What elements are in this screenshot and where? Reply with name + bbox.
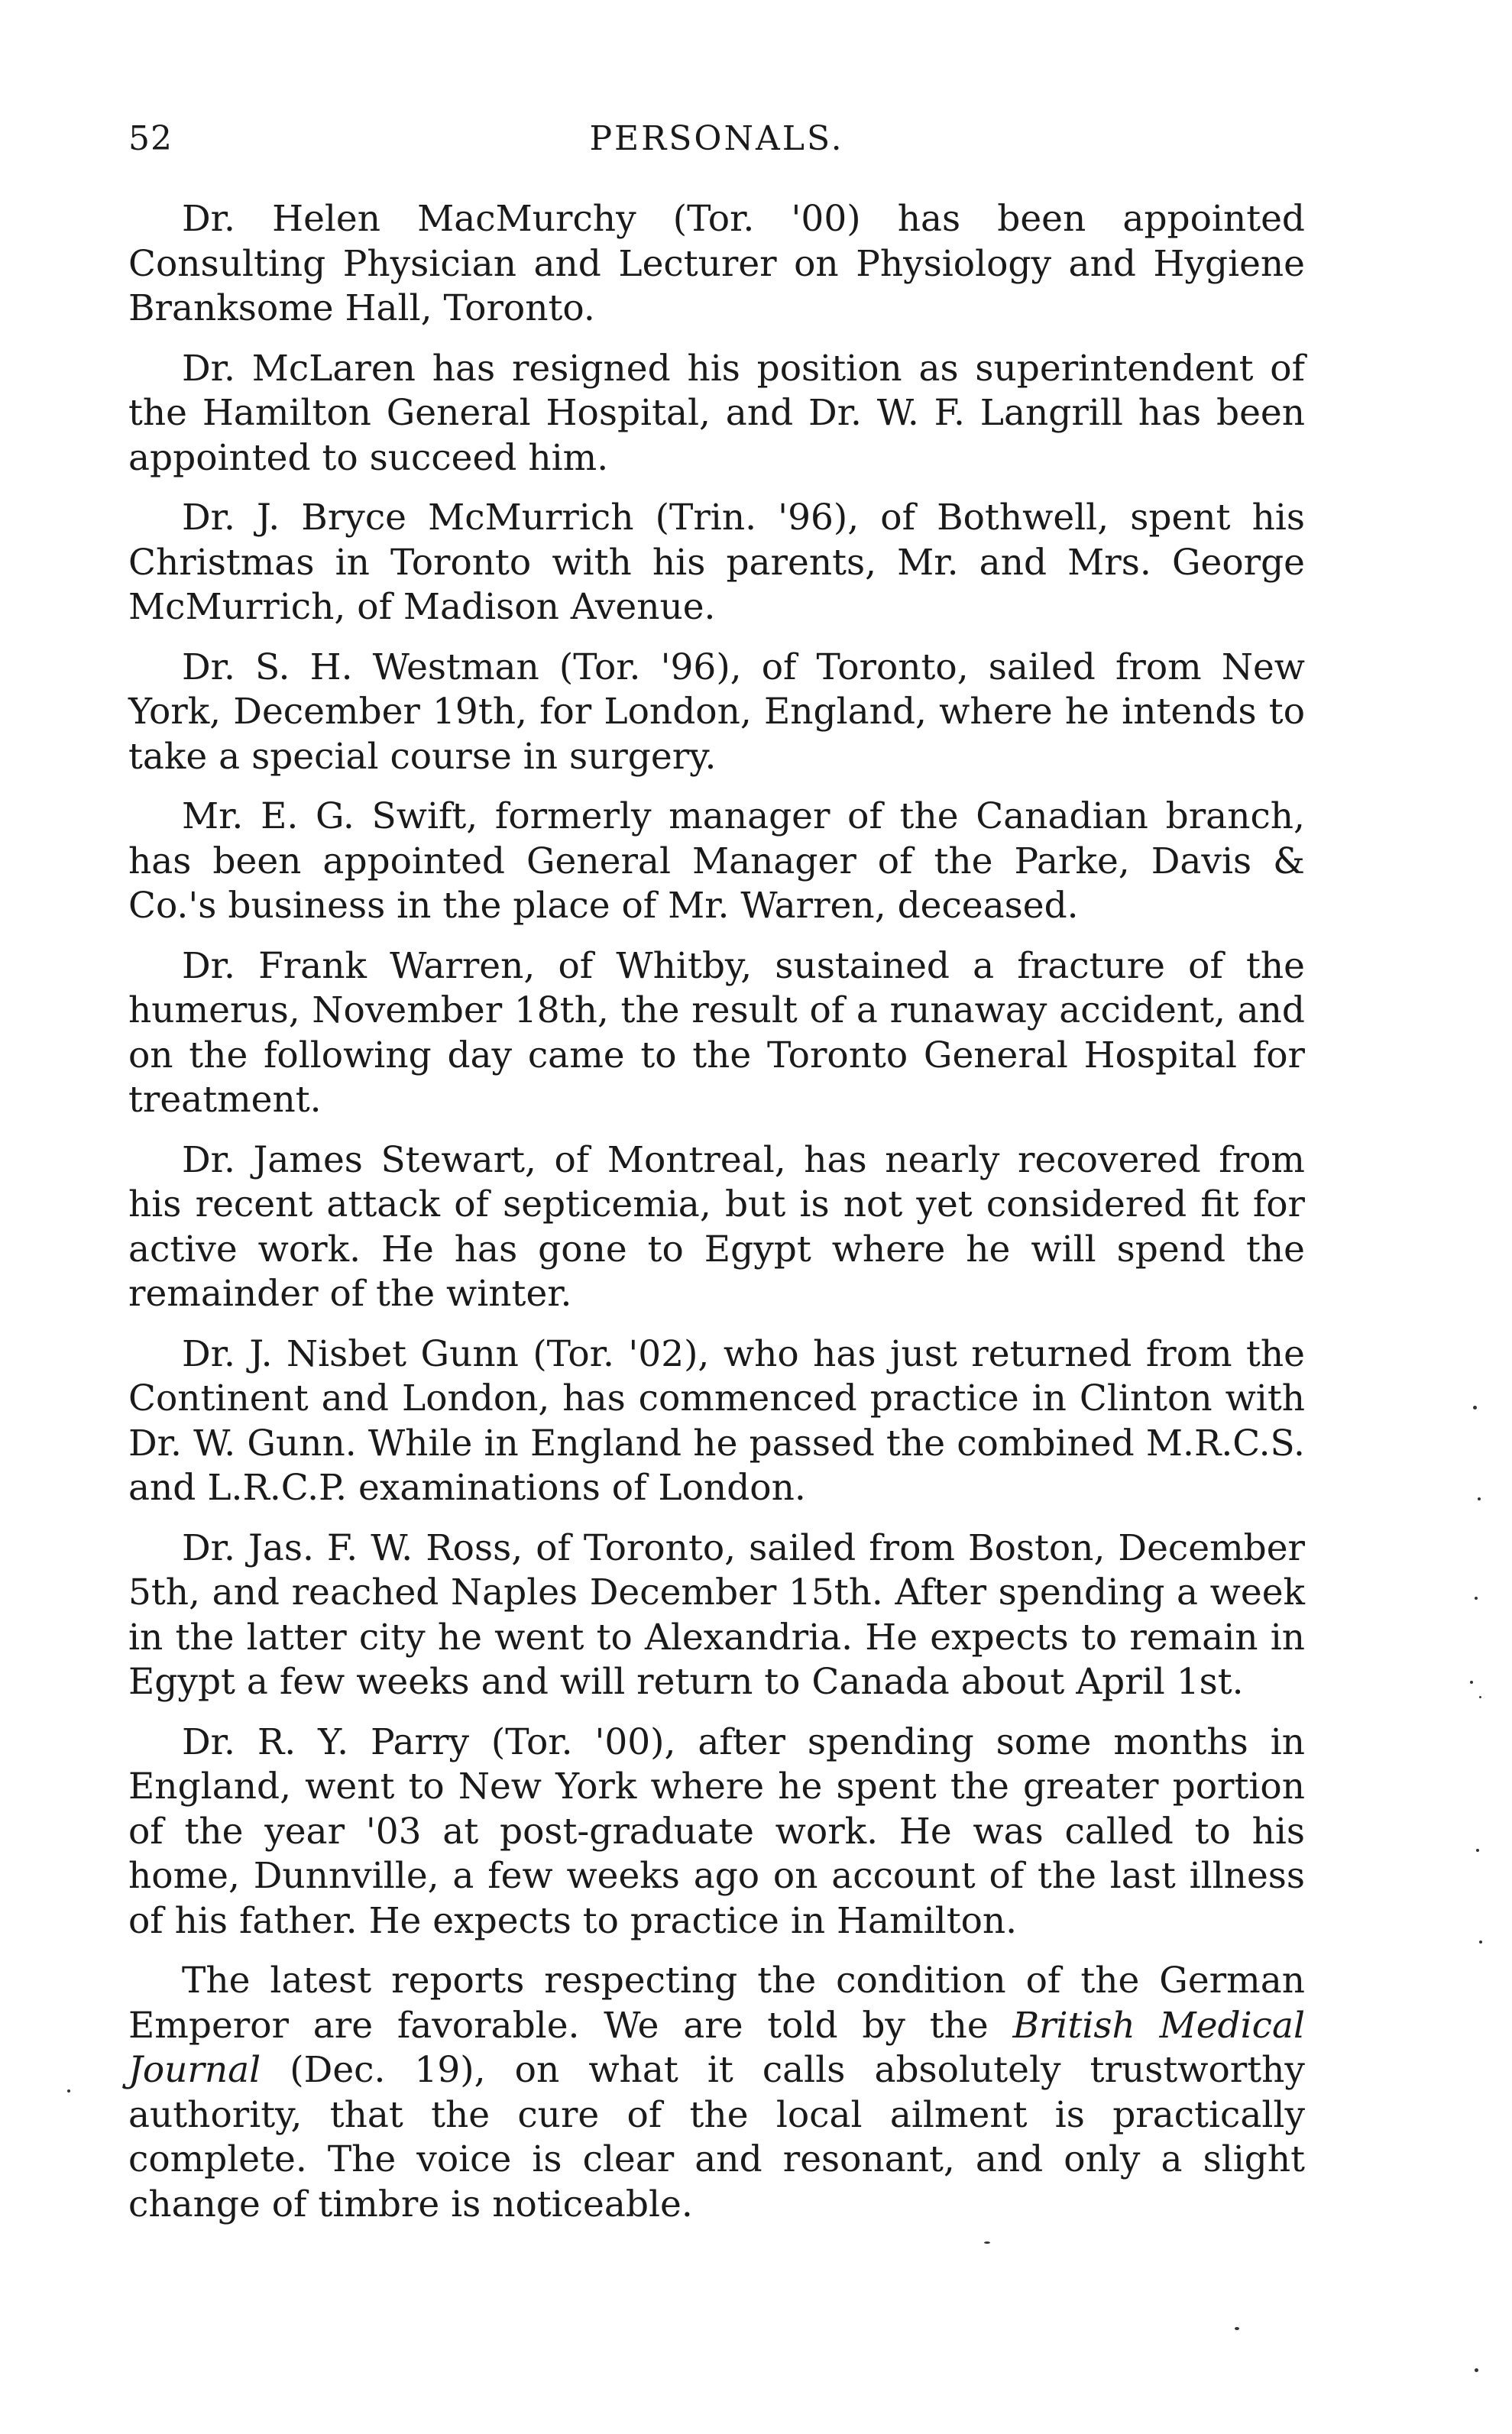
paragraph-mclaren: Dr. McLaren has resigned his position as superintendent of the Hamilton General Hospital, and Dr. W. F. Langrill has been appointed to succeed him. bbox=[128, 347, 1305, 479]
paragraph-gunn: Dr. J. Nisbet Gunn (Tor. '02), who has just returned from the Continent and London, has commenced practice in Clinton with Dr. W. Gunn. While in England he passed the combined M.R.C.S. and L.R.C.P. examinations of London. bbox=[128, 1332, 1305, 1509]
scan-speck bbox=[1475, 1597, 1478, 1600]
paragraph-text-after: (Dec. 19), on what it calls absolutely trustworthy authority, that the cure of the local ailment is practically complete. The voice is clear and resonant, and only a slight change of timbre is noticeable. bbox=[128, 2049, 1305, 2225]
paragraph-warren: Dr. Frank Warren, of Whitby, sustained a fracture of the humerus, November 18th, the result of a runaway accident, and on the following day came to the Toronto General Hospital for treatment. bbox=[128, 944, 1305, 1121]
scan-speck bbox=[1470, 1681, 1473, 1684]
paragraph-stewart: Dr. James Stewart, of Montreal, has nearly recovered from his recent attack of septicemia, but is not yet considered fit for active work. He has gone to Egypt where he will spend the remainder of the winter. bbox=[128, 1138, 1305, 1315]
scan-speck bbox=[1235, 2327, 1239, 2330]
paragraph-westman: Dr. S. H. Westman (Tor. '96), of Toronto, sailed from New York, December 19th, for London, England, where he intends to take a special course in surgery. bbox=[128, 646, 1305, 778]
paragraph-parry: Dr. R. Y. Parry (Tor. '00), after spending some months in England, went to New York where he spent the greater portion of the year '03 at post-graduate work. He was called to his home, Dunnville, a few weeks ago on account of the last illness of his father. He expects to practice in Hamilton. bbox=[128, 1720, 1305, 1942]
scan-speck bbox=[1479, 1696, 1481, 1698]
page-header bbox=[128, 119, 1305, 165]
scan-speck bbox=[1478, 1497, 1481, 1500]
paragraph-german-emperor bbox=[128, 1959, 1305, 2227]
scan-speck bbox=[984, 2241, 990, 2244]
paragraph-text-before: The latest reports respecting the condition of the German Emperor are favorable. We are told by the bbox=[128, 1960, 1305, 2047]
scan-speck bbox=[67, 2089, 70, 2093]
scan-speck bbox=[1476, 1849, 1479, 1852]
paragraph-ross: Dr. Jas. F. W. Ross, of Toronto, sailed from Boston, December 5th, and reached Naples December 15th. After spending a week in the latter city he went to Alexandria. He expects to remain in Egypt a few weeks and will return to Canada about April 1st. bbox=[128, 1526, 1305, 1703]
paragraph-mcmurrich: Dr. J. Bryce McMurrich (Trin. '96), of Bothwell, spent his Christmas in Toronto with his parents, Mr. and Mrs. George McMurrich, of Madison Avenue. bbox=[128, 497, 1305, 628]
body-text bbox=[128, 197, 1305, 2242]
journal-title: British Medical Journal bbox=[128, 2004, 1305, 2091]
paragraph-macmurchy: Dr. Helen MacMurchy (Tor. '00) has been appointed Consulting Physician and Lecturer on Physiology and Hygiene Branksome Hall, Toronto. bbox=[128, 198, 1305, 329]
scan-speck bbox=[1475, 2368, 1478, 2372]
scan-speck bbox=[1479, 1940, 1482, 1944]
running-head: PERSONALS. bbox=[589, 119, 844, 158]
paragraph-swift: Mr. E. G. Swift, formerly manager of the Canadian branch, has been appointed General Manager of the Parke, Davis & Co.'s business in the place of Mr. Warren, deceased. bbox=[128, 795, 1305, 927]
scan-speck bbox=[1473, 1406, 1477, 1410]
page-number: 52 bbox=[128, 119, 173, 158]
